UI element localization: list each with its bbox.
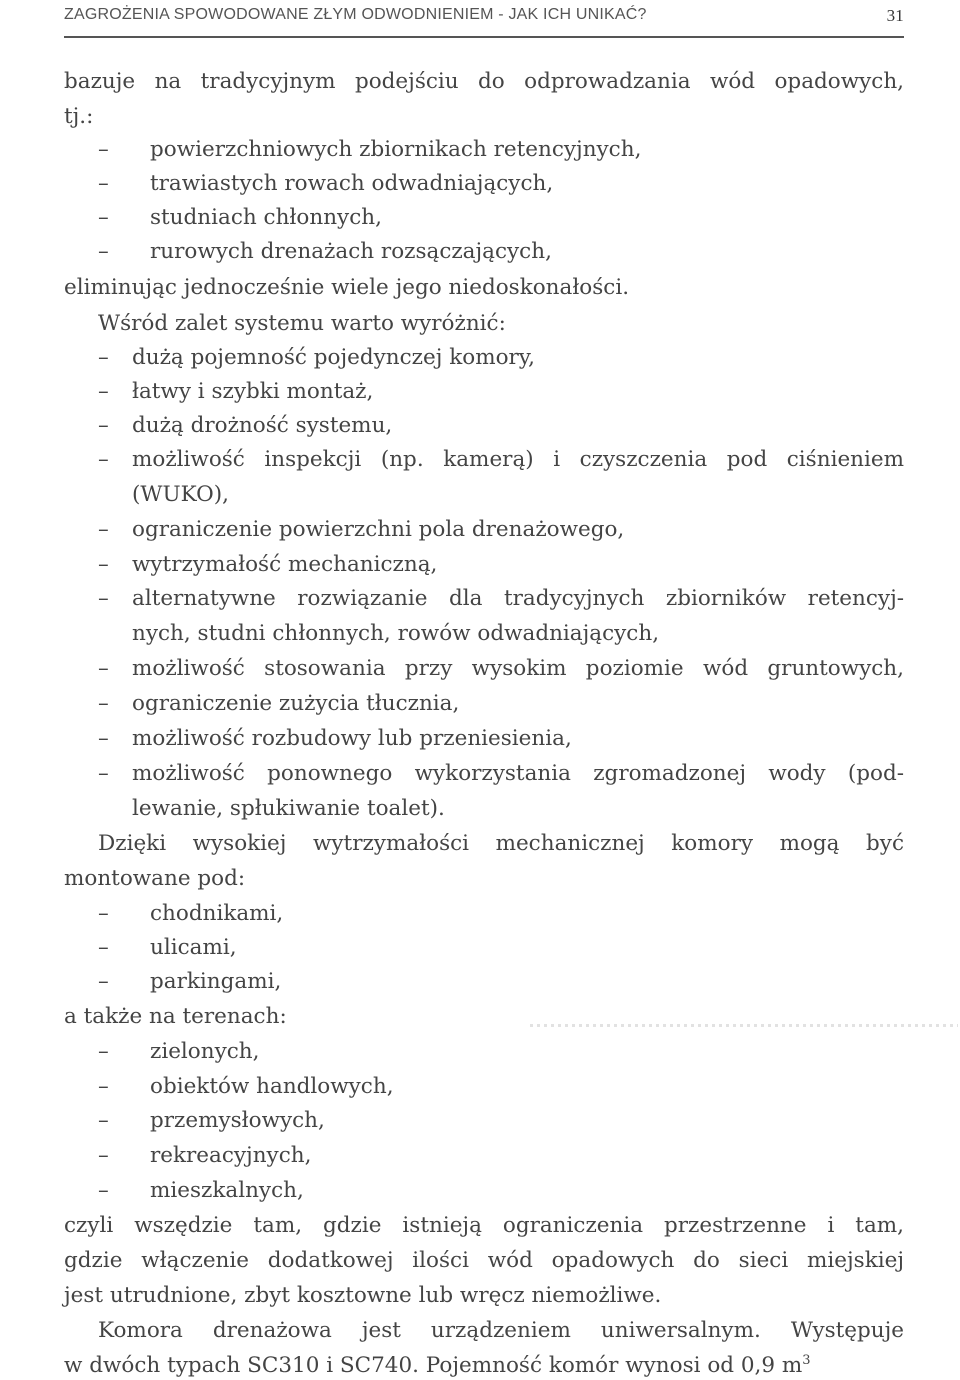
list-dash: – (98, 345, 109, 370)
list-item: ograniczenie zużycia tłucznia, (132, 691, 460, 716)
list-item: chodnikami, (150, 901, 284, 926)
list-item: możliwość ponownego wykorzystania zgromadzonej wody (pod- (132, 761, 904, 786)
paragraph-line (64, 1352, 811, 1380)
list-dash: – (98, 137, 109, 162)
paragraph-line: czyli wszędzie tam, gdzie istnieją ograniczenia przestrzenne i tam, (64, 1213, 904, 1238)
paragraph-line: jest utrudnione, zbyt kosztowne lub wręcz niemożliwe. (64, 1283, 662, 1308)
paragraph-line: Dzięki wysokiej wytrzymałości mechanicznej komory mogą być (98, 831, 904, 856)
list-item: możliwość rozbudowy lub przeniesienia, (132, 726, 572, 751)
paragraph-text: w dwóch typach SC310 i SC740. Pojemność komór wynosi od 0,9 m (64, 1353, 803, 1378)
list-item: zielonych, (150, 1039, 260, 1064)
header-title: ZAGROŻENIA SPOWODOWANE ZŁYM ODWODNIENIEM - JAK ICH UNIKAĆ? (64, 6, 647, 23)
superscript: 3 (802, 1352, 811, 1368)
list-item: możliwość stosowania przy wysokim poziomie wód gruntowych, (132, 656, 904, 681)
list-item: przemysłowych, (150, 1108, 325, 1133)
list-item: alternatywne rozwiązanie dla tradycyjnych zbiorników retencyj- (132, 586, 904, 611)
list-dash: – (98, 901, 109, 926)
page-number: 31 (886, 6, 904, 25)
paragraph-line: gdzie włączenie dodatkowej ilości wód opadowych do sieci miejskiej (64, 1248, 904, 1273)
list-item: wytrzymałość mechaniczną, (132, 552, 438, 577)
list-item: ulicami, (150, 935, 237, 960)
list-dash: – (98, 1074, 109, 1099)
list-dash: – (98, 379, 109, 404)
list-item-continuation: nych, studni chłonnych, rowów odwadniających, (132, 621, 660, 646)
list-item: studniach chłonnych, (150, 205, 382, 230)
list-item: ograniczenie powierzchni pola drenażowego, (132, 517, 625, 542)
paragraph-line: bazuje na tradycyjnym podejściu do odprowadzania wód opadowych, (64, 69, 904, 94)
paragraph-line: Wśród zalet systemu warto wyróżnić: (98, 311, 506, 336)
list-dash: – (98, 935, 109, 960)
running-header (64, 6, 904, 28)
list-item: łatwy i szybki montaż, (132, 379, 374, 404)
list-item: powierzchniowych zbiornikach retencyjnych, (150, 137, 642, 162)
list-dash: – (98, 517, 109, 542)
paragraph-line: eliminując jednocześnie wiele jego niedoskonałości. (64, 275, 630, 300)
list-item: dużą drożność systemu, (132, 413, 393, 438)
list-item: trawiastych rowach odwadniających, (150, 171, 554, 196)
list-dash: – (98, 726, 109, 751)
list-item: obiektów handlowych, (150, 1074, 394, 1099)
list-item-continuation: lewanie, spłukiwanie toalet). (132, 796, 445, 821)
list-dash: – (98, 413, 109, 438)
list-item: rurowych drenażach rozsączających, (150, 239, 552, 264)
list-item: rekreacyjnych, (150, 1143, 312, 1168)
scan-artifact (530, 1024, 958, 1027)
list-dash: – (98, 171, 109, 196)
list-dash: – (98, 656, 109, 681)
list-dash: – (98, 1108, 109, 1133)
list-dash: – (98, 552, 109, 577)
list-item: parkingami, (150, 969, 282, 994)
list-dash: – (98, 969, 109, 994)
paragraph-line: a także na terenach: (64, 1004, 287, 1029)
list-item: możliwość inspekcji (np. kamerą) i czyszczenia pod ciśnieniem (132, 447, 904, 472)
list-dash: – (98, 1039, 109, 1064)
paragraph-line: tj.: (64, 104, 94, 129)
list-item: dużą pojemność pojedynczej komory, (132, 345, 535, 370)
list-item: mieszkalnych, (150, 1178, 304, 1203)
list-dash: – (98, 205, 109, 230)
header-rule (64, 36, 904, 38)
list-dash: – (98, 761, 109, 786)
paragraph-line: montowane pod: (64, 866, 246, 891)
list-dash: – (98, 586, 109, 611)
list-dash: – (98, 691, 109, 716)
list-dash: – (98, 1178, 109, 1203)
paragraph-line: Komora drenażowa jest urządzeniem uniwersalnym. Występuje (98, 1318, 904, 1343)
list-dash: – (98, 239, 109, 264)
list-item-continuation: (WUKO), (132, 482, 229, 507)
list-dash: – (98, 1143, 109, 1168)
list-dash: – (98, 447, 109, 472)
